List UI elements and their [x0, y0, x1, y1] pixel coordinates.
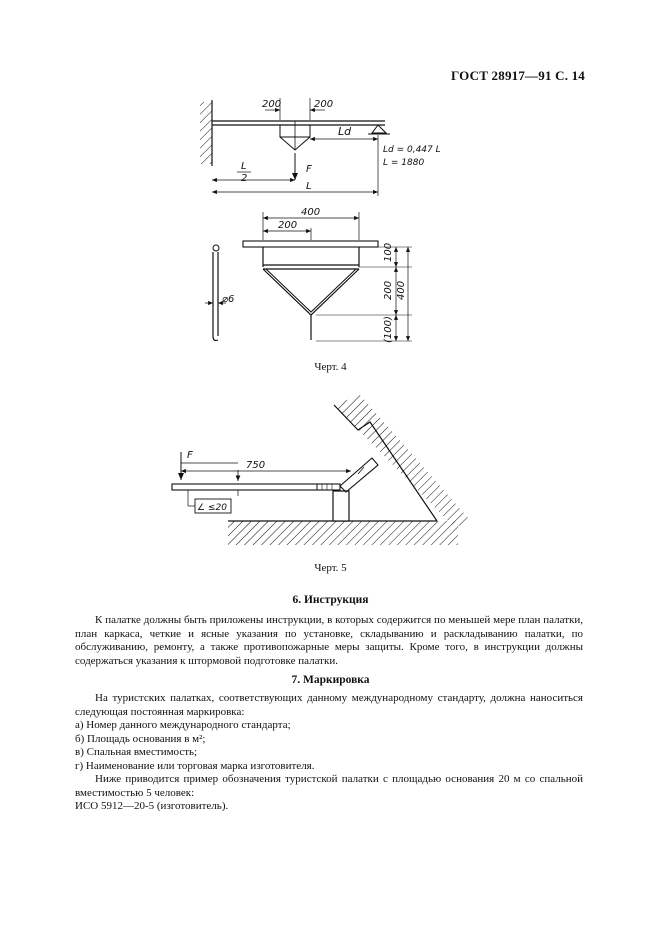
frame-half-200: 200 — [278, 220, 298, 231]
dim-100: 100 — [383, 242, 394, 262]
l-label: L — [306, 181, 312, 192]
half-l-denominator: 2 — [241, 173, 248, 184]
half-l-numerator: L — [241, 161, 247, 172]
marking-item-b: б) Площадь основания в м²; — [75, 732, 206, 745]
figure5-force-label: F — [187, 450, 193, 461]
wall-hatch — [200, 102, 212, 164]
figure4-beam-diagram — [200, 98, 390, 196]
figure5-length-750: 750 — [246, 460, 266, 471]
marking-item-d: г) Наименование или торговая марка изготовителя. — [75, 759, 315, 772]
dim-200-vertical: 200 — [383, 280, 394, 300]
section6-text: К палатке должны быть приложены инструкции, в которых содержится по меньшей мере план палатки, план каркаса, четкие и ясные указания по установке, складыванию и раскладыванию палатки, по обслуживанию, ремонту, а также противопожарные меры защиты. Кроме того, в инструкции должны содержаться указания к штормовой подготовке палатки. — [75, 614, 583, 667]
section7-title: 7. Маркировка — [291, 674, 370, 686]
marking-item-a: а) Номер данного международного стандарта; — [75, 719, 291, 731]
dim-200-right: 200 — [314, 99, 334, 110]
force-label: F — [306, 164, 312, 175]
figure5-caption: Черт. 5 — [314, 562, 347, 574]
section6-title: 6. Инструкция — [292, 594, 369, 606]
diameter-label: ⌀6 — [222, 294, 235, 305]
marking-item-c: в) Спальная вместимость; — [75, 746, 198, 758]
example-intro: Ниже приводится пример обозначения туристской палатки с площадью основания 20 м со спальной вместимостью 5 человек: — [75, 773, 583, 799]
ld-label: Ld — [338, 125, 352, 138]
page-header: ГОСТ 28917—91 С. 14 — [451, 68, 585, 83]
dim-200-left: 200 — [262, 99, 282, 110]
figure4-caption: Черт. 4 — [314, 361, 347, 373]
marking-list — [75, 719, 583, 773]
figure5-angle-label: ∠ ≤20 — [197, 503, 227, 513]
l-value: L = 1880 — [383, 158, 425, 168]
ld-formula: Ld = 0,447 L — [383, 145, 441, 155]
frame-width-400: 400 — [301, 207, 321, 218]
section7-intro: На туристских палатках, соответствующих данному международному стандарту, должна наноситься следующая постоянная маркировка: — [75, 692, 583, 718]
dim-400-vertical: 400 — [396, 280, 407, 300]
figure4-frame-diagram — [205, 212, 412, 341]
figure5-diagram — [172, 395, 470, 545]
example-designation: ИСО 5912—20-5 (изготовитель). — [75, 800, 229, 812]
dim-100-paren: (100) — [383, 316, 394, 343]
